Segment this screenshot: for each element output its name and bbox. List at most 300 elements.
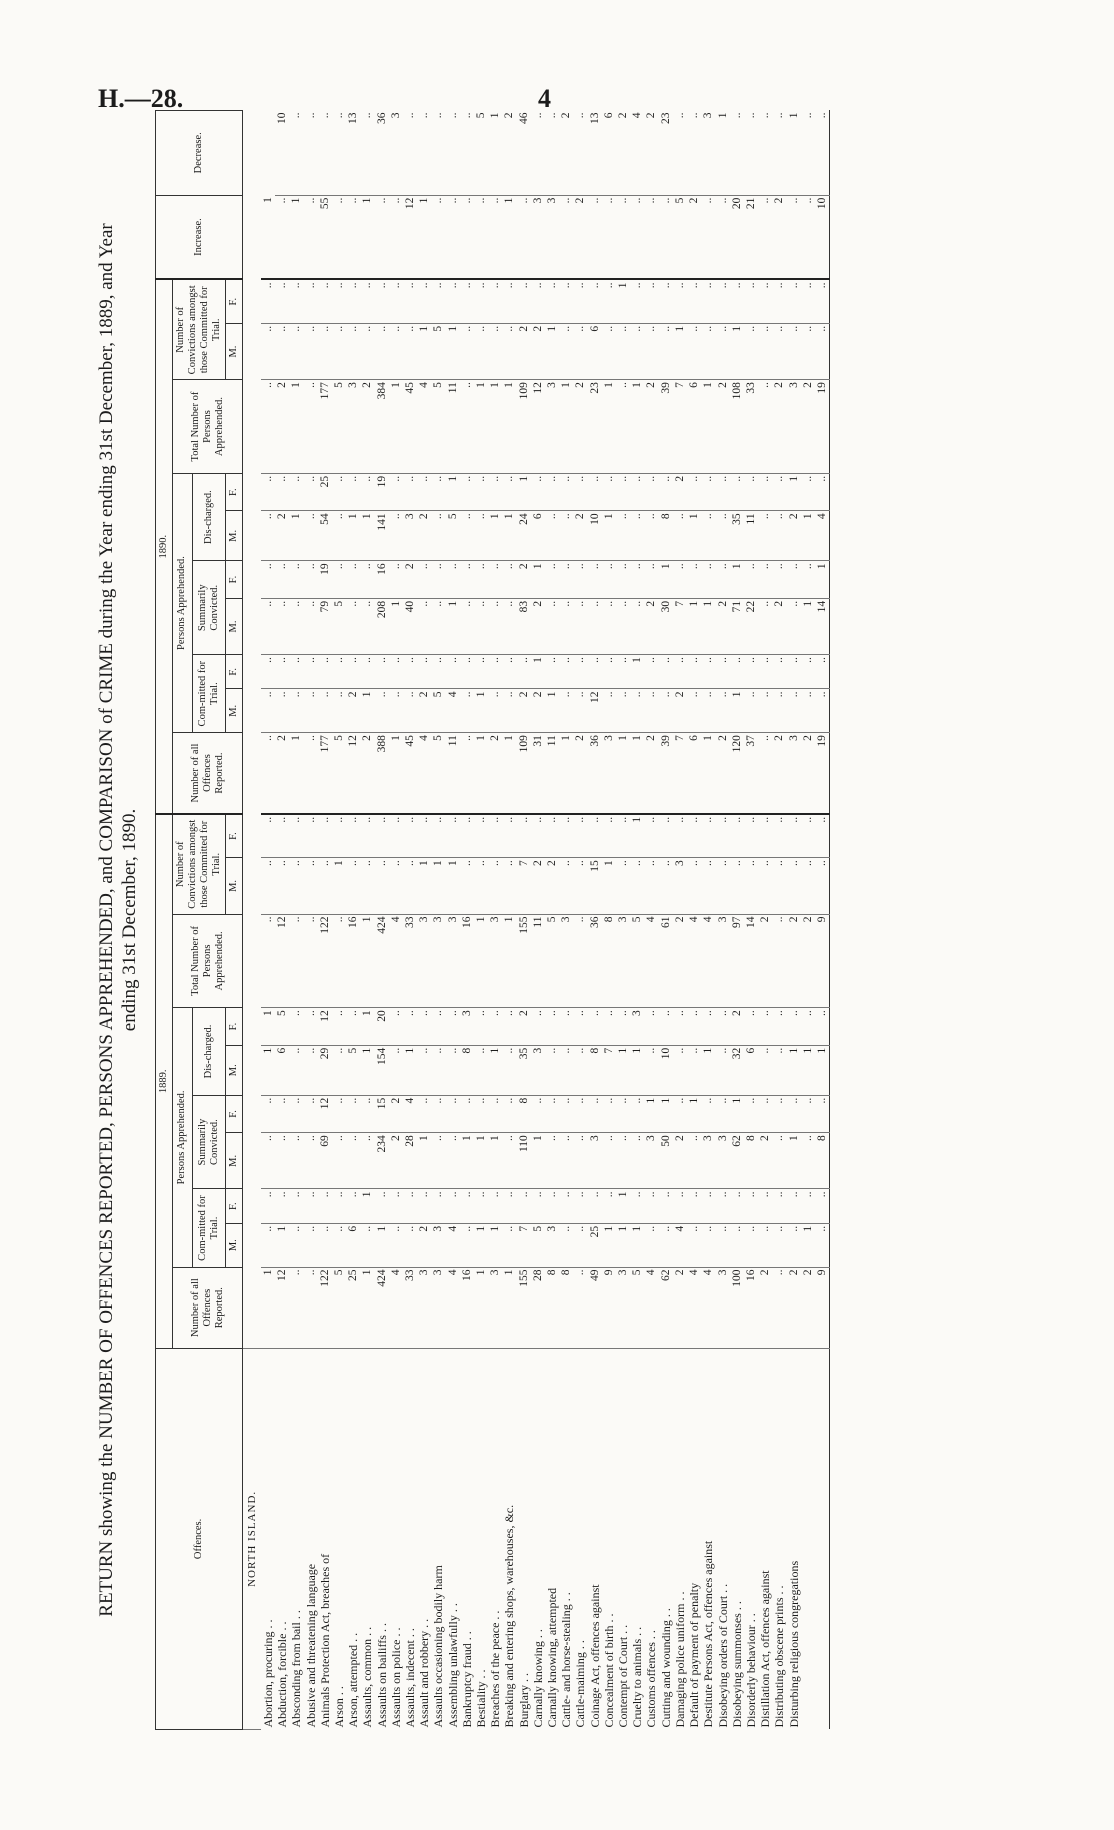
table-cell: 2 <box>758 914 772 1008</box>
table-cell: .. <box>815 111 830 196</box>
table-cell: 1 <box>460 1133 474 1189</box>
table-cell: .. <box>304 111 318 196</box>
table-cell: 2 <box>673 1267 687 1348</box>
table-cell: 2 <box>517 561 531 598</box>
table-cell: 2 <box>801 914 815 1008</box>
table-row <box>531 111 545 1730</box>
table-cell: 2 <box>673 689 687 733</box>
table-cell: .. <box>801 195 815 279</box>
table-row <box>673 111 687 1730</box>
table-cell: .. <box>275 689 289 733</box>
table-cell: 177 <box>318 380 332 474</box>
table-cell: .. <box>474 1008 488 1045</box>
table-row <box>559 111 573 1730</box>
table-cell: .. <box>801 655 815 689</box>
table-cell: .. <box>460 473 474 510</box>
table-cell: .. <box>659 195 673 279</box>
table-cell: .. <box>801 1008 815 1045</box>
table-row <box>630 111 644 1730</box>
table-cell: .. <box>659 473 673 510</box>
table-cell: 5 <box>531 1223 545 1267</box>
table-cell: .. <box>744 473 758 510</box>
table-cell: 1 <box>446 598 460 654</box>
section-heading: NORTH ISLAND. <box>243 1348 262 1729</box>
table-cell: 31 <box>531 733 545 814</box>
table-cell: .. <box>360 598 374 654</box>
col-f: F. <box>226 1008 243 1045</box>
table-cell: .. <box>275 1095 289 1132</box>
table-cell: .. <box>332 814 346 858</box>
table-cell: .. <box>630 858 644 914</box>
table-cell: .. <box>488 858 502 914</box>
table-cell: .. <box>346 323 360 379</box>
table-cell: 3 <box>488 1267 502 1348</box>
table-cell: 155 <box>517 914 531 1008</box>
col-m: M. <box>226 1223 243 1267</box>
table-cell: 5 <box>446 511 460 561</box>
table-cell: .. <box>744 814 758 858</box>
col-m: M. <box>226 858 243 914</box>
table-cell: .. <box>588 1008 602 1045</box>
table-row <box>375 111 389 1730</box>
table-cell: 3 <box>716 1133 730 1189</box>
table-cell: .. <box>460 858 474 914</box>
table-cell: 3 <box>559 914 573 1008</box>
table-cell: .. <box>531 1189 545 1223</box>
table-cell: 1 <box>502 380 516 474</box>
table-cell: 2 <box>275 380 289 474</box>
table-cell: 3 <box>716 1267 730 1348</box>
table-cell: .. <box>716 473 730 510</box>
table-row <box>758 111 772 1730</box>
table-cell: .. <box>417 1189 431 1223</box>
table-cell: .. <box>531 279 545 323</box>
table-cell: 1 <box>417 1133 431 1189</box>
col-m: M. <box>226 689 243 733</box>
table-cell: 5 <box>431 733 445 814</box>
table-cell: .. <box>687 473 701 510</box>
col-apprehended-1889: Persons Apprehended. <box>173 1008 193 1267</box>
table-cell: .. <box>730 814 744 858</box>
table-cell: .. <box>332 1008 346 1045</box>
table-cell: .. <box>701 689 715 733</box>
table-cell: 15 <box>588 858 602 914</box>
table-cell: .. <box>616 195 630 279</box>
table-cell: .. <box>502 1189 516 1223</box>
table-cell: .. <box>304 1095 318 1132</box>
table-cell: .. <box>474 1095 488 1132</box>
table-cell: .. <box>474 1189 488 1223</box>
table-cell: .. <box>403 858 417 914</box>
table-cell: .. <box>772 1095 786 1132</box>
table-cell: .. <box>573 1008 587 1045</box>
table-cell: .. <box>573 1223 587 1267</box>
table-cell: .. <box>673 1095 687 1132</box>
table-cell: 19 <box>815 380 830 474</box>
offence-name: Assault and robbery . . <box>417 1618 432 1728</box>
table-cell: 3 <box>460 1008 474 1045</box>
table-cell: 11 <box>531 914 545 1008</box>
table-cell: .. <box>332 914 346 1008</box>
table-row <box>403 111 417 1730</box>
table-row <box>602 111 616 1730</box>
table-cell: .. <box>304 858 318 914</box>
table-cell: 1 <box>673 323 687 379</box>
table-cell: .. <box>659 689 673 733</box>
table-cell: .. <box>431 1133 445 1189</box>
table-cell: .. <box>460 380 474 474</box>
table-cell: .. <box>304 1223 318 1267</box>
table-cell: 8 <box>588 1045 602 1095</box>
table-cell: .. <box>659 858 673 914</box>
table-cell: .. <box>332 511 346 561</box>
table-cell: 3 <box>616 914 630 1008</box>
table-cell: .. <box>801 1133 815 1189</box>
table-cell: .. <box>502 473 516 510</box>
table-cell: .. <box>815 1095 830 1132</box>
table-cell: .. <box>289 111 303 196</box>
col-decrease: Decrease. <box>156 111 243 196</box>
table-cell: .. <box>403 689 417 733</box>
table-cell: 2 <box>488 733 502 814</box>
table-cell: .. <box>644 323 658 379</box>
table-cell: 141 <box>375 511 389 561</box>
table-cell: .. <box>630 561 644 598</box>
table-cell: 1 <box>701 1045 715 1095</box>
table-cell: 2 <box>801 380 815 474</box>
col-f: F. <box>226 1189 243 1223</box>
table-cell: .. <box>375 195 389 279</box>
table-cell: .. <box>431 511 445 561</box>
table-cell: .. <box>488 689 502 733</box>
table-cell: 45 <box>403 380 417 474</box>
table-cell: .. <box>573 561 587 598</box>
offence-name: Abduction, forcible . . <box>275 1621 290 1728</box>
table-cell: 12 <box>318 1095 332 1132</box>
table-cell: .. <box>787 655 801 689</box>
table-cell: .. <box>659 1008 673 1045</box>
table-cell: .. <box>716 511 730 561</box>
table-cell: 6 <box>687 733 701 814</box>
table-cell: 2 <box>360 733 374 814</box>
table-cell: 1 <box>275 1223 289 1267</box>
table-cell: .. <box>460 323 474 379</box>
table-cell: 4 <box>446 689 460 733</box>
table-cell: .. <box>417 279 431 323</box>
table-cell: .. <box>573 323 587 379</box>
table-cell: 1 <box>488 1133 502 1189</box>
table-cell: .. <box>758 1189 772 1223</box>
table-cell: .. <box>531 1008 545 1045</box>
table-cell: .. <box>304 279 318 323</box>
table-cell: .. <box>531 111 545 196</box>
table-cell: .. <box>261 511 275 561</box>
table-row <box>346 111 360 1730</box>
table-cell: .. <box>488 473 502 510</box>
table-cell: 16 <box>460 914 474 1008</box>
table-cell: 2 <box>360 380 374 474</box>
table-cell: 8 <box>545 1267 559 1348</box>
table-cell: .. <box>744 1095 758 1132</box>
table-cell: .. <box>346 279 360 323</box>
table-cell: .. <box>375 655 389 689</box>
table-cell: 4 <box>630 111 644 196</box>
table-cell: 33 <box>744 380 758 474</box>
table-cell: 8 <box>559 1267 573 1348</box>
col-convictions-1890: Number of Convictions amongst those Committed for Trial. <box>173 279 226 379</box>
table-cell: .. <box>346 1008 360 1045</box>
table-cell: .. <box>417 473 431 510</box>
table-cell: .. <box>673 655 687 689</box>
table-cell: .. <box>559 814 573 858</box>
table-cell: .. <box>261 858 275 914</box>
table-cell: 1 <box>360 1267 374 1348</box>
table-cell: .. <box>389 195 403 279</box>
table-cell: .. <box>275 858 289 914</box>
table-cell: 16 <box>744 1267 758 1348</box>
table-cell: 1 <box>517 473 531 510</box>
table-cell: .. <box>644 814 658 858</box>
table-cell: .. <box>318 858 332 914</box>
table-cell: 10 <box>659 1045 673 1095</box>
offence-name <box>815 1348 830 1729</box>
table-cell: 33 <box>403 914 417 1008</box>
table-cell: 14 <box>815 598 830 654</box>
table-cell: 2 <box>772 380 786 474</box>
table-cell: .. <box>616 380 630 474</box>
table-cell: .. <box>559 1095 573 1132</box>
table-cell: .. <box>403 655 417 689</box>
table-cell: .. <box>730 473 744 510</box>
table-cell: 3 <box>417 914 431 1008</box>
table-cell: .. <box>261 1095 275 1132</box>
table-cell: .. <box>275 323 289 379</box>
table-cell: .. <box>616 323 630 379</box>
table-cell: .. <box>687 561 701 598</box>
table-cell: 2 <box>673 473 687 510</box>
table-cell: .. <box>644 195 658 279</box>
table-cell: .. <box>318 1189 332 1223</box>
table-cell: 1 <box>616 1045 630 1095</box>
table-cell: .. <box>644 858 658 914</box>
table-cell: 2 <box>275 733 289 814</box>
table-cell: 1 <box>559 733 573 814</box>
table-cell: .. <box>474 561 488 598</box>
table-cell: .. <box>659 279 673 323</box>
title-line-1: RETURN showing the NUMBER OF OFFENCES REPORTED, PERSONS APPREHENDED, and COMPARISON of CRIME during the Year ending 31st December, 1889, and Year <box>96 223 117 1617</box>
table-cell: 69 <box>318 1133 332 1189</box>
table-cell: .. <box>417 655 431 689</box>
table-cell: .. <box>531 814 545 858</box>
table-cell: 6 <box>275 1045 289 1095</box>
table-cell: .. <box>630 511 644 561</box>
table-cell: .. <box>787 561 801 598</box>
table-cell: .. <box>502 1133 516 1189</box>
table-cell: 1 <box>602 380 616 474</box>
table-cell: 30 <box>659 598 673 654</box>
col-increase: Increase. <box>156 195 243 279</box>
table-cell: .. <box>602 655 616 689</box>
table-cell: 3 <box>630 1008 644 1045</box>
table-cell: .. <box>772 279 786 323</box>
table-cell: .. <box>573 655 587 689</box>
table-cell: 1 <box>360 511 374 561</box>
table-cell: .. <box>787 1189 801 1223</box>
table-cell: 24 <box>517 511 531 561</box>
table-cell: 1 <box>431 858 445 914</box>
table-cell: 2 <box>787 1267 801 1348</box>
table-cell: .. <box>431 1189 445 1223</box>
table-cell: 36 <box>588 733 602 814</box>
table-cell: .. <box>602 473 616 510</box>
table-cell: 2 <box>275 511 289 561</box>
table-cell: .. <box>559 858 573 914</box>
table-cell: .. <box>531 473 545 510</box>
table-row <box>701 111 715 1730</box>
table-cell: .. <box>801 473 815 510</box>
table-cell: .. <box>332 655 346 689</box>
table-cell: .. <box>673 1008 687 1045</box>
table-cell: .. <box>545 655 559 689</box>
table-cell: 33 <box>403 1267 417 1348</box>
table-cell: .. <box>716 195 730 279</box>
table-cell: .. <box>360 561 374 598</box>
table-row <box>517 111 531 1730</box>
table-cell: 3 <box>403 511 417 561</box>
col-m: M. <box>226 1133 243 1189</box>
offence-name: Arson . . <box>332 1686 347 1728</box>
table-cell: .. <box>346 858 360 914</box>
table-cell: 4 <box>673 1223 687 1267</box>
table-cell: .. <box>474 858 488 914</box>
table-cell: .. <box>275 561 289 598</box>
table-cell: .. <box>488 598 502 654</box>
table-cell: .. <box>346 195 360 279</box>
table-cell: .. <box>772 814 786 858</box>
table-cell: .. <box>787 598 801 654</box>
table-cell: 1 <box>417 858 431 914</box>
table-cell: .. <box>346 561 360 598</box>
table-cell: .. <box>602 279 616 323</box>
table-cell: .. <box>289 1267 303 1348</box>
table-cell: .. <box>332 279 346 323</box>
table-cell: .. <box>701 473 715 510</box>
table-cell: 12 <box>318 1008 332 1045</box>
table-cell: 1 <box>360 1008 374 1045</box>
table-cell: .. <box>488 279 502 323</box>
table-cell: 8 <box>517 1095 531 1132</box>
table-cell: .. <box>687 323 701 379</box>
table-cell: .. <box>460 814 474 858</box>
table-cell: 2 <box>787 511 801 561</box>
table-cell: .. <box>375 858 389 914</box>
table-cell: 62 <box>659 1267 673 1348</box>
table-cell: 2 <box>417 1223 431 1267</box>
table-cell: .. <box>630 473 644 510</box>
table-cell: .. <box>502 655 516 689</box>
table-cell: .. <box>758 1045 772 1095</box>
table-cell: .. <box>261 1189 275 1223</box>
table-cell: 2 <box>801 1267 815 1348</box>
table-cell: 1 <box>616 1189 630 1223</box>
table-cell: .. <box>304 473 318 510</box>
table-cell: 46 <box>517 111 531 196</box>
table-cell: .. <box>716 1008 730 1045</box>
table-cell: .. <box>701 511 715 561</box>
table-cell: .. <box>389 561 403 598</box>
table-cell: .. <box>559 1045 573 1095</box>
table-cell: .. <box>588 195 602 279</box>
table-cell: .. <box>787 1008 801 1045</box>
table-cell: .. <box>630 323 644 379</box>
table-cell: .. <box>573 914 587 1008</box>
table-cell: .. <box>289 323 303 379</box>
table-cell: .. <box>446 561 460 598</box>
offence-name: Animals Protection Act, breaches of <box>317 1553 332 1728</box>
table-cell: .. <box>758 814 772 858</box>
table-cell: .. <box>431 655 445 689</box>
table-cell: .. <box>261 814 275 858</box>
table-cell: .. <box>289 561 303 598</box>
table-cell: 1 <box>531 1133 545 1189</box>
col-committed-1890: Com-mitted for Trial. <box>192 655 225 733</box>
table-cell: 1 <box>360 689 374 733</box>
table-cell: 1 <box>531 561 545 598</box>
table-cell: 1 <box>730 689 744 733</box>
table-cell: .. <box>673 1045 687 1095</box>
table-cell: .. <box>289 1008 303 1045</box>
table-cell: 3 <box>787 733 801 814</box>
table-cell: 1 <box>815 1045 830 1095</box>
table-cell: .. <box>488 195 502 279</box>
table-cell: 14 <box>744 914 758 1008</box>
table-cell: .. <box>275 195 289 279</box>
table-cell: 1 <box>474 1133 488 1189</box>
table-cell: .. <box>545 1133 559 1189</box>
table-cell: .. <box>346 473 360 510</box>
offence-name: Carnally knowing . . <box>530 1629 545 1728</box>
table-cell: .. <box>644 279 658 323</box>
col-apprehended-1890: Persons Apprehended. <box>173 473 193 732</box>
table-cell: 424 <box>375 914 389 1008</box>
table-cell: .. <box>360 655 374 689</box>
table-cell: .. <box>573 1267 587 1348</box>
table-cell: .. <box>673 111 687 196</box>
table-cell: 1 <box>687 598 701 654</box>
table-cell: 1 <box>787 473 801 510</box>
table-cell: .. <box>772 323 786 379</box>
table-cell: .. <box>545 598 559 654</box>
table-cell: 2 <box>531 858 545 914</box>
table-cell: 3 <box>545 1223 559 1267</box>
table-cell: 28 <box>531 1267 545 1348</box>
table-cell: .. <box>787 689 801 733</box>
table-cell: .. <box>261 914 275 1008</box>
table-cell: 11 <box>545 733 559 814</box>
table-cell: 1 <box>545 323 559 379</box>
table-cell: .. <box>801 561 815 598</box>
table-cell: .. <box>545 561 559 598</box>
table-cell: 1 <box>360 1189 374 1223</box>
table-cell: .. <box>261 473 275 510</box>
table-cell: .. <box>389 1008 403 1045</box>
table-cell: .. <box>744 279 758 323</box>
table-cell: .. <box>304 733 318 814</box>
table-cell: .. <box>289 1133 303 1189</box>
table-cell: 10 <box>588 511 602 561</box>
table-cell: 29 <box>318 1045 332 1095</box>
table-body <box>243 111 830 1730</box>
